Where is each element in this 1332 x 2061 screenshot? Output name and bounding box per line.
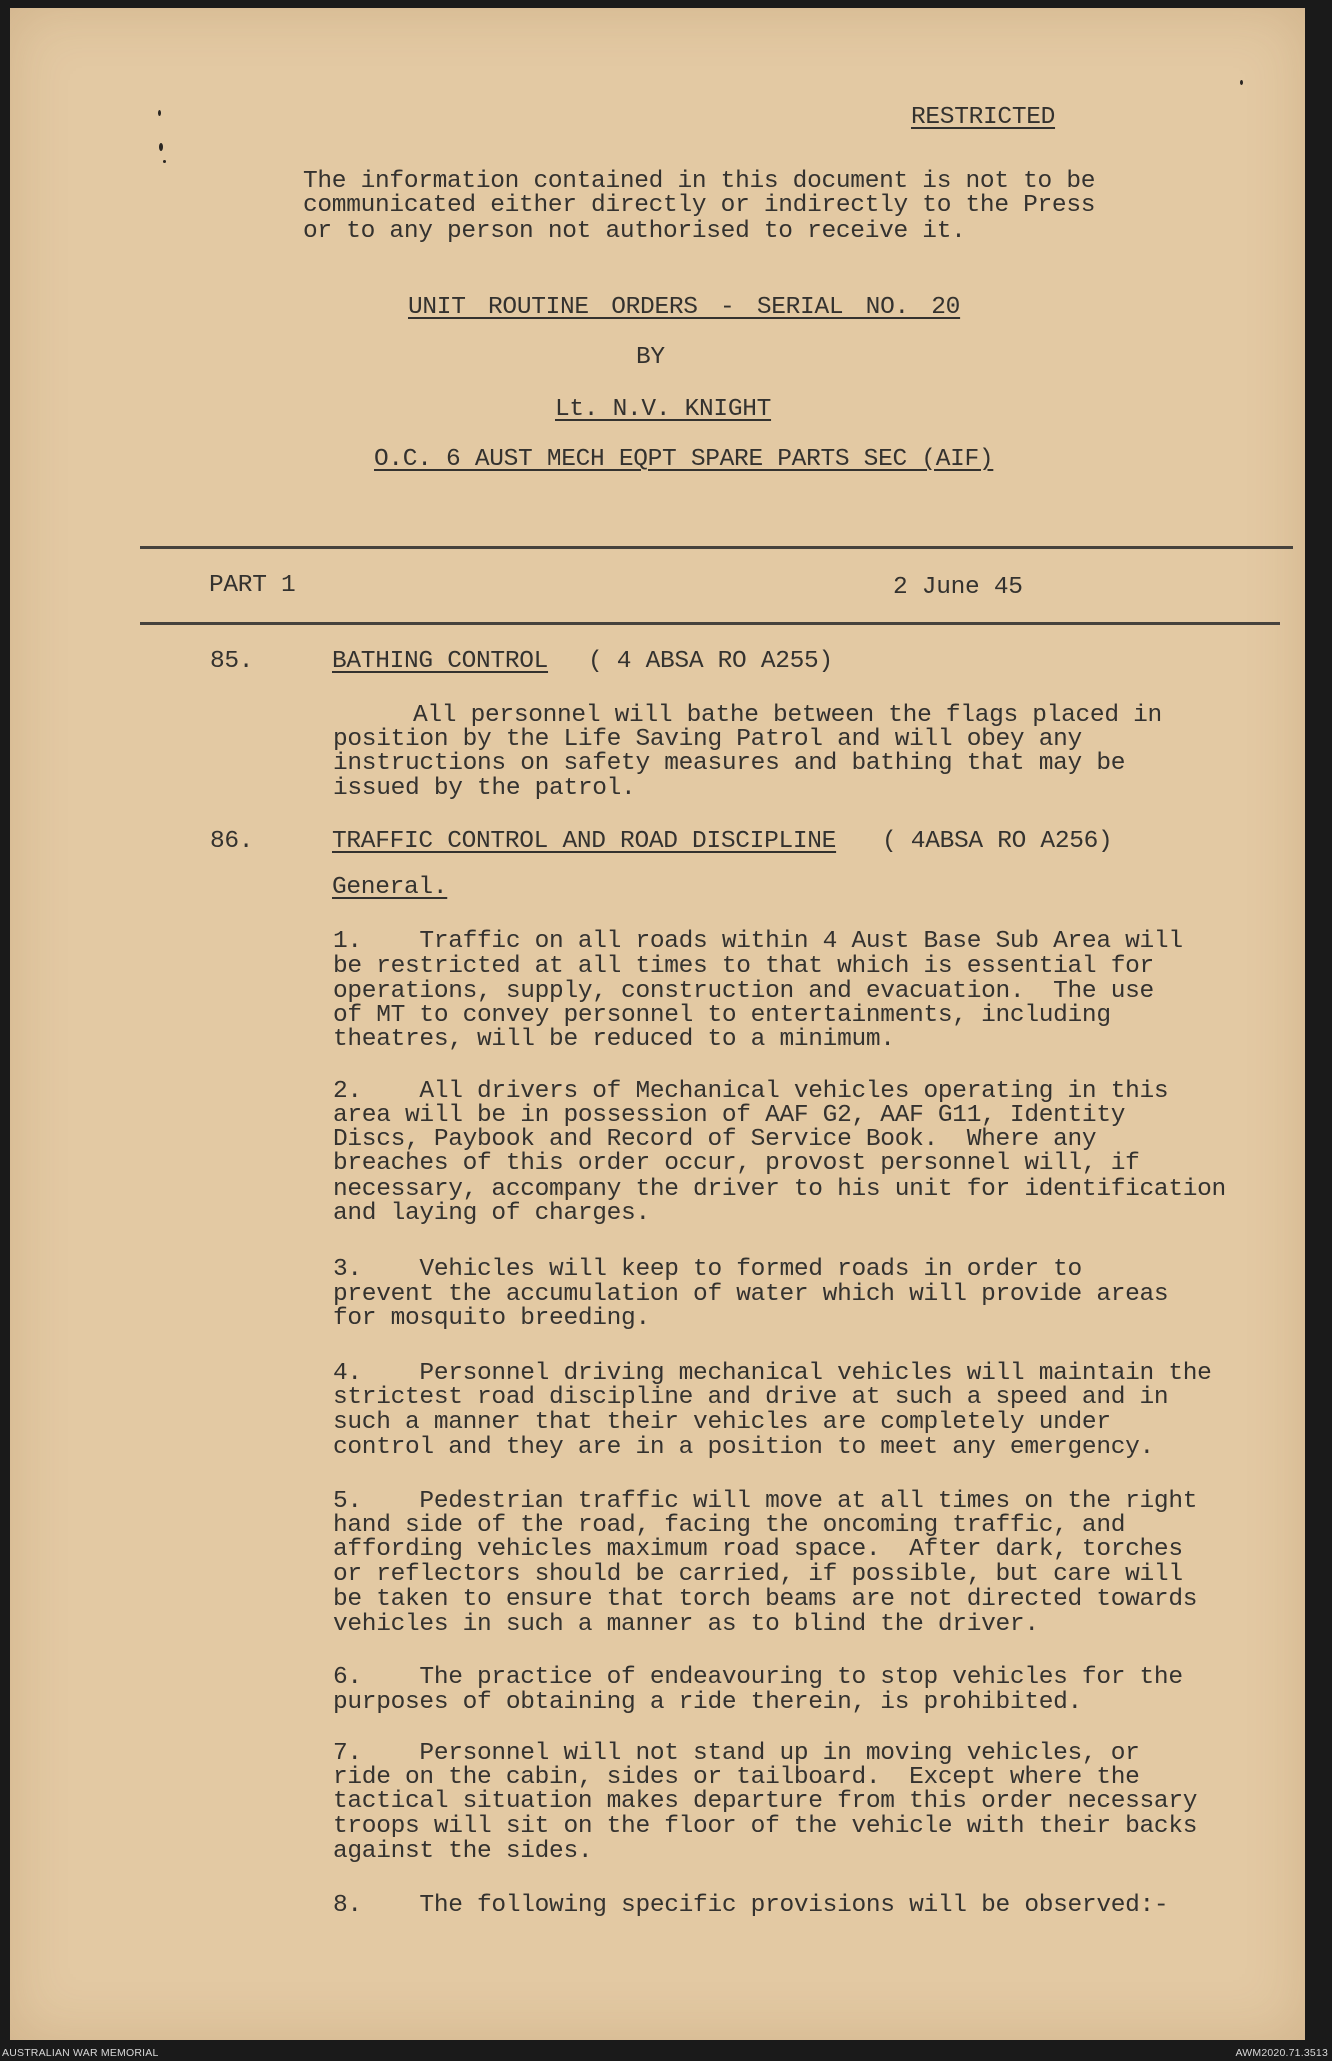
body-line: 2. All drivers of Mechanical vehicles operating in this — [333, 1078, 1169, 1105]
body-line: necessary, accompany the driver to his unit for identification — [333, 1176, 1226, 1203]
footer-credit: AUSTRALIAN WAR MEMORIAL — [2, 2047, 159, 2059]
body-line: purposes of obtaining a ride therein, is prohibited. — [333, 1689, 1082, 1716]
punch-mark — [159, 143, 163, 151]
body-line: and laying of charges. — [333, 1200, 650, 1227]
body-line: troops will sit on the floor of the vehicle with their backs — [333, 1813, 1198, 1840]
divider-top — [140, 546, 1293, 549]
document-title: UNIT ROUTINE ORDERS - SERIAL NO. 20 — [408, 294, 961, 321]
punch-mark — [158, 110, 161, 116]
body-line: All personnel will bathe between the flags placed in — [413, 702, 1162, 729]
divider-bottom — [140, 622, 1280, 625]
body-line: issued by the patrol. — [333, 775, 636, 802]
body-line: theatres, will be reduced to a minimum. — [333, 1026, 895, 1053]
body-line: be restricted at all times to that which is essential for — [333, 953, 1154, 980]
footer-accession: AWM2020.71.3513 — [1235, 2047, 1328, 2059]
item-number: 85. — [210, 648, 254, 675]
body-line: 4. Personnel driving mechanical vehicles will maintain the — [333, 1360, 1212, 1387]
body-line: 7. Personnel will not stand up in moving vehicles, or — [333, 1740, 1140, 1767]
unit-designation: O.C. 6 AUST MECH EQPT SPARE PARTS SEC (AIF) — [374, 446, 994, 473]
body-line: 3. Vehicles will keep to formed roads in order to — [333, 1256, 1082, 1283]
body-line: Discs, Paybook and Record of Service Book. Where any — [333, 1126, 1097, 1153]
body-line: position by the Life Saving Patrol and will obey any — [333, 726, 1082, 753]
body-line: affording vehicles maximum road space. After dark, torches — [333, 1536, 1183, 1563]
body-line: 5. Pedestrian traffic will move at all times on the right — [333, 1488, 1198, 1515]
body-line: or reflectors should be carried, if possible, but care will — [333, 1561, 1183, 1588]
body-line: vehicles in such a manner as to blind the driver. — [333, 1611, 1039, 1638]
body-line: instructions on safety measures and bathing that may be — [333, 750, 1126, 777]
body-line: hand side of the road, facing the oncoming traffic, and — [333, 1512, 1126, 1539]
officer-name: Lt. N.V. KNIGHT — [555, 396, 772, 423]
item-reference: ( 4ABSA RO A256) — [882, 828, 1113, 855]
body-line: such a manner that their vehicles are completely under — [333, 1409, 1111, 1436]
body-line: control and they are in a position to meet any emergency. — [333, 1434, 1154, 1461]
body-line: 8. The following specific provisions will be observed:- — [333, 1892, 1169, 1919]
item-title: TRAFFIC CONTROL AND ROAD DISCIPLINE — [332, 828, 837, 855]
warning-line: or to any person not authorised to receive it. — [303, 218, 966, 245]
body-line: be taken to ensure that torch beams are not directed towards — [333, 1586, 1198, 1613]
body-line: breaches of this order occur, provost personnel will, if — [333, 1150, 1140, 1177]
part-label: PART 1 — [209, 572, 296, 599]
item-number: 86. — [210, 828, 254, 855]
body-line: 1. Traffic on all roads within 4 Aust Base Sub Area will — [333, 928, 1183, 955]
body-line: against the sides. — [333, 1838, 593, 1865]
order-date: 2 June 45 — [893, 574, 1023, 601]
warning-line: communicated either directly or indirectly to the Press — [303, 192, 1096, 219]
item-reference: ( 4 ABSA RO A255) — [588, 648, 833, 675]
body-line: for mosquito breeding. — [333, 1305, 650, 1332]
body-line: ride on the cabin, sides or tailboard. Except where the — [333, 1764, 1140, 1791]
classification-label: RESTRICTED — [911, 104, 1056, 131]
body-line: of MT to convey personnel to entertainments, including — [333, 1002, 1111, 1029]
body-line: strictest road discipline and drive at such a speed and in — [333, 1384, 1169, 1411]
body-line: operations, supply, construction and evacuation. The use — [333, 978, 1154, 1005]
by-label: BY — [636, 344, 665, 371]
body-line: area will be in possession of AAF G2, AAF G11, Identity — [333, 1102, 1126, 1129]
punch-mark — [1240, 80, 1243, 85]
body-line: tactical situation makes departure from this order necessary — [333, 1788, 1198, 1815]
body-line: 6. The practice of endeavouring to stop vehicles for the — [333, 1664, 1183, 1691]
body-line: prevent the accumulation of water which will provide areas — [333, 1281, 1169, 1308]
punch-mark — [163, 160, 166, 163]
subheading: General. — [332, 874, 448, 901]
item-title: BATHING CONTROL — [332, 648, 549, 675]
warning-line: The information contained in this document is not to be — [303, 168, 1096, 195]
